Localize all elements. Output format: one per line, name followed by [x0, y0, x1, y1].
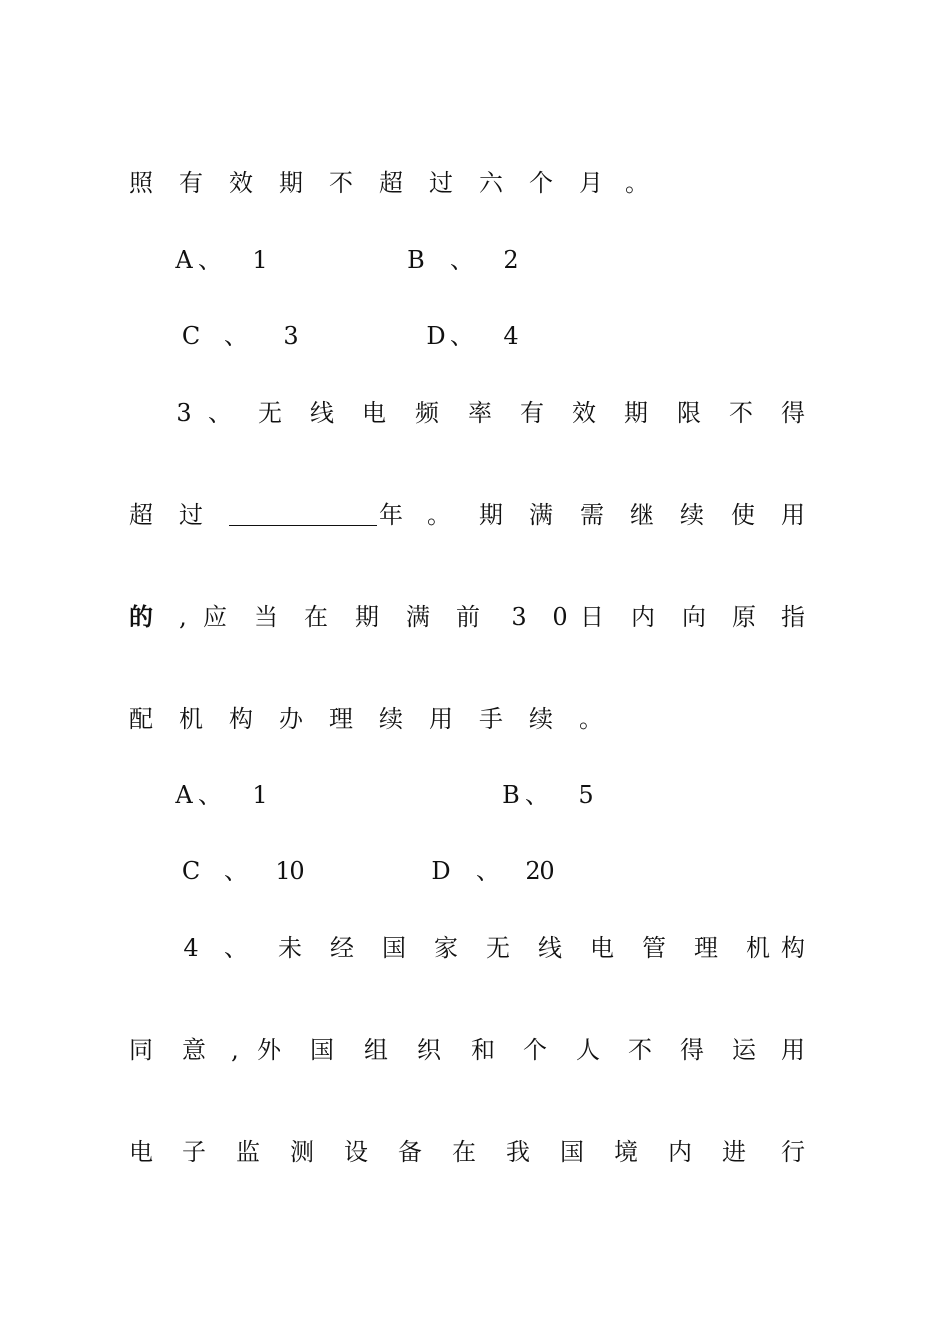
glyph: 线 — [310, 399, 334, 427]
glyph: 理 — [329, 705, 353, 733]
glyph: 行 — [781, 1138, 805, 1166]
glyph: 使 — [731, 501, 755, 529]
glyph: 1 — [275, 857, 291, 885]
glyph: 频 — [415, 399, 439, 427]
glyph: 指 — [781, 603, 805, 631]
glyph: 。 — [625, 169, 649, 197]
glyph: 国 — [382, 934, 406, 962]
glyph: 、 — [224, 934, 248, 962]
glyph: 、 — [208, 399, 232, 427]
glyph: 内 — [631, 603, 655, 631]
glyph: 续 — [529, 705, 553, 733]
glyph: B — [502, 781, 520, 809]
glyph: 4 — [503, 322, 519, 350]
glyph: 进 — [722, 1138, 746, 1166]
glyph: 境 — [614, 1138, 638, 1166]
glyph: 、 — [525, 781, 549, 809]
glyph: 2 — [525, 857, 541, 885]
text-line-q2-opt-d — [0, 316, 950, 356]
glyph: 子 — [182, 1138, 206, 1166]
glyph: 运 — [732, 1036, 756, 1064]
glyph: 测 — [290, 1138, 314, 1166]
glyph: 期 — [279, 169, 303, 197]
glyph: 织 — [417, 1036, 441, 1064]
glyph: 得 — [781, 399, 805, 427]
glyph: 续 — [379, 705, 403, 733]
glyph: 配 — [129, 705, 153, 733]
glyph: 率 — [468, 399, 492, 427]
glyph: 监 — [236, 1138, 260, 1166]
glyph: 、 — [198, 781, 222, 809]
glyph: 年 — [379, 501, 403, 529]
glyph: , — [179, 603, 187, 631]
glyph: 得 — [680, 1036, 704, 1064]
glyph: 在 — [304, 603, 328, 631]
glyph: 0 — [552, 603, 568, 631]
glyph: 无 — [258, 399, 282, 427]
text-line-l1 — [0, 163, 950, 203]
glyph: 原 — [732, 603, 756, 631]
glyph: 和 — [471, 1036, 495, 1064]
glyph: 未 — [278, 934, 302, 962]
glyph: 日 — [580, 603, 604, 631]
text-line-q3-opt-d — [0, 851, 950, 891]
glyph: 3 — [511, 603, 527, 631]
glyph: 电 — [362, 399, 386, 427]
glyph: 期 — [355, 603, 379, 631]
glyph: 线 — [538, 934, 562, 962]
glyph: 备 — [398, 1138, 422, 1166]
glyph: 5 — [578, 781, 594, 809]
glyph: 不 — [329, 169, 353, 197]
glyph: 照 — [129, 169, 153, 197]
glyph: 有 — [179, 169, 203, 197]
glyph: 我 — [506, 1138, 530, 1166]
text-line-q3-l3 — [0, 597, 950, 637]
glyph: 限 — [677, 399, 701, 427]
glyph: 构 — [229, 705, 253, 733]
glyph: 0 — [539, 857, 555, 885]
glyph: C — [181, 322, 201, 350]
text-line-q3-l4 — [0, 699, 950, 739]
glyph: 手 — [479, 705, 503, 733]
glyph: 家 — [434, 934, 458, 962]
glyph: 0 — [289, 857, 305, 885]
glyph: 。 — [579, 705, 603, 733]
glyph: 在 — [452, 1138, 476, 1166]
glyph: 的 — [129, 602, 153, 631]
text-line-q3-opt-b — [0, 775, 950, 815]
glyph: 电 — [129, 1138, 153, 1166]
glyph: 机 — [746, 934, 770, 962]
glyph: 应 — [203, 603, 227, 631]
glyph: 意 — [182, 1036, 206, 1064]
glyph: 继 — [630, 501, 654, 529]
glyph: 过 — [179, 501, 203, 529]
glyph: 个 — [529, 169, 553, 197]
text-line-q4-l3 — [0, 1132, 950, 1172]
glyph: 内 — [668, 1138, 692, 1166]
text-line-q4-l2 — [0, 1030, 950, 1070]
glyph: 、 — [224, 322, 248, 350]
glyph: 1 — [252, 781, 268, 809]
glyph: 设 — [344, 1138, 368, 1166]
glyph: 效 — [572, 399, 596, 427]
glyph: , — [231, 1036, 239, 1064]
glyph: D — [431, 857, 451, 885]
glyph: 超 — [379, 169, 403, 197]
glyph: 期 — [624, 399, 648, 427]
glyph: 用 — [781, 1036, 805, 1064]
glyph: 1 — [252, 246, 268, 274]
glyph: 理 — [694, 934, 718, 962]
glyph: 外 — [257, 1036, 281, 1064]
glyph: 经 — [330, 934, 354, 962]
text-line-q3-l1 — [0, 393, 950, 433]
glyph: 国 — [310, 1036, 334, 1064]
glyph: 3 — [176, 399, 192, 427]
glyph: 需 — [580, 501, 604, 529]
glyph: 办 — [279, 705, 303, 733]
glyph: B — [407, 246, 425, 274]
glyph: 管 — [642, 934, 666, 962]
text-line-q3-l2b — [0, 495, 950, 535]
glyph: 个 — [523, 1036, 547, 1064]
glyph: 向 — [682, 603, 706, 631]
glyph: 前 — [456, 603, 480, 631]
glyph: 、 — [450, 246, 474, 274]
glyph: 期 — [479, 501, 503, 529]
glyph: 人 — [576, 1036, 600, 1064]
glyph: 。 — [427, 501, 451, 529]
text-line-q2-opt-b — [0, 240, 950, 280]
text-line-q4-l1 — [0, 928, 950, 968]
glyph: 月 — [579, 169, 603, 197]
glyph: 构 — [781, 934, 805, 962]
glyph: 当 — [254, 603, 278, 631]
glyph: 同 — [129, 1036, 153, 1064]
glyph: 无 — [486, 934, 510, 962]
glyph: 3 — [283, 322, 299, 350]
glyph: 用 — [429, 705, 453, 733]
glyph: 六 — [479, 169, 503, 197]
glyph: 2 — [503, 246, 519, 274]
glyph: 、 — [450, 322, 474, 350]
glyph: 有 — [520, 399, 544, 427]
glyph: 用 — [781, 501, 805, 529]
glyph: 满 — [529, 501, 553, 529]
glyph: 超 — [129, 501, 153, 529]
glyph: 续 — [680, 501, 704, 529]
glyph: 4 — [183, 934, 199, 962]
glyph: 、 — [476, 857, 500, 885]
glyph: 满 — [406, 603, 430, 631]
glyph: 效 — [229, 169, 253, 197]
glyph: A — [175, 246, 193, 274]
glyph: A — [175, 781, 193, 809]
answer-blank-underline — [229, 525, 377, 526]
glyph: 电 — [590, 934, 614, 962]
glyph: 组 — [364, 1036, 388, 1064]
glyph: C — [181, 857, 201, 885]
glyph: 不 — [628, 1036, 652, 1064]
glyph: 、 — [224, 857, 248, 885]
glyph: 过 — [429, 169, 453, 197]
glyph: 不 — [729, 399, 753, 427]
glyph: 、 — [198, 246, 222, 274]
glyph: 国 — [560, 1138, 584, 1166]
glyph: 机 — [179, 705, 203, 733]
glyph: D — [426, 322, 446, 350]
